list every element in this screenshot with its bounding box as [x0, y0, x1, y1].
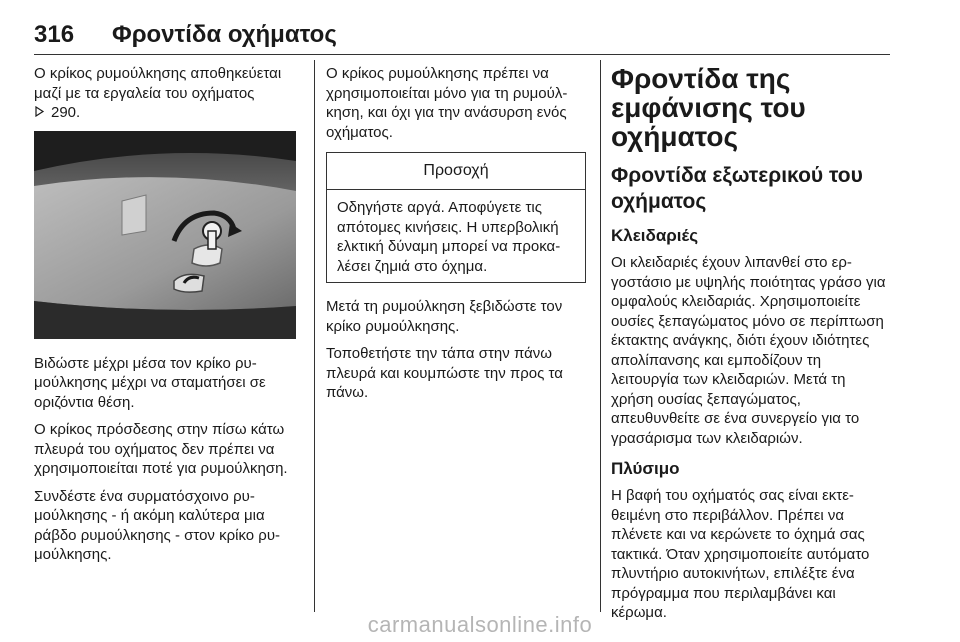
towing-eye-illustration: [34, 131, 296, 339]
unscrew-paragraph: Μετά τη ρυμούλκηση ξεβιδώστε τον κρίκο ρυμούλκησης.: [326, 298, 563, 335]
cap-paragraph: Τοποθετήστε την τάπα στην πάνω πλευρά και κουμπώστε την προς τα πάνω.: [326, 345, 563, 401]
storage-paragraph: [34, 64, 300, 123]
column-divider-2: [600, 60, 601, 612]
page-reference[interactable]: [34, 103, 300, 123]
towing-eye-photo: [34, 131, 296, 339]
washing-heading: Πλύσιμο: [611, 459, 680, 478]
caution-text: Οδηγήστε αργά. Αποφύγετε τις απότομες κινήσεις. Η υπερβολική ελκτική δύναμη μπορεί να προκαλέσει ζημιά στο όχημα.: [337, 199, 561, 275]
subsection-heading: Φροντίδα εξωτερικού του οχήματος: [611, 164, 863, 213]
locks-paragraph: Οι κλειδαριές έχουν λιπανθεί στο εργοστάσιο με υψηλής ποιότητας γράσο για ομφαλούς κλειδαριάς. Χρησιμοποιείτε ουσίες ξεπαγώματος μόνο σε περίπτωση έκτακτης ανάγκης, διότι έχουν ιδιότητες απολίπανσης και εμποδίζουν τη λειτουργία των κλειδαριών. Μετά τη χρήση ουσίας ξεπαγώματος, απευθυνθείτε σε ένα συνεργείο για το γρασάρισμα των κλειδαριών.: [611, 254, 886, 447]
column-left: [34, 64, 300, 573]
page-reference-number: 290.: [51, 104, 81, 121]
page-number: 316: [34, 21, 75, 48]
watermark: carmanualsonline.info: [367, 612, 593, 637]
column-middle: [326, 64, 586, 411]
page-title: Φροντίδα οχήματος: [112, 21, 337, 48]
header-divider: [34, 54, 890, 55]
section-heading: Φροντίδα της εμφάνισης του οχήματος: [611, 63, 806, 152]
screw-in-paragraph: Βιδώστε μέχρι μέσα τον κρίκο ρυμούλκησης μέχρι να σταματήσει σε οριζόντια θέση.: [34, 354, 266, 411]
washing-paragraph: Η βαφή του οχήματός σας είναι εκτεθειμένη στο περιβάλλον. Πρέπει να πλένετε και να κερώνετε το όχημά σας τακτικά. Όταν χρησιμοποιείτε αυτόματο πλυντήριο αυτοκινήτων, επιλέξτε ένα πρόγραμμα που περιλαμβάνει και κέρωμα.: [611, 487, 870, 621]
locks-heading: Κλειδαριές: [611, 226, 699, 245]
page-reference-arrow-icon: [34, 103, 45, 123]
tow-rope-paragraph: Συνδέστε ένα συρματόσχοινο ρυμούλκησης - ή ακόμη καλύτερα μια ράβδο ρυμούλκησης - στον κρίκο ρυμούλκησης.: [34, 487, 281, 563]
caution-box: [326, 152, 586, 283]
column-divider-1: [314, 60, 315, 612]
page-header: [34, 21, 890, 51]
lashing-eye-warning-paragraph: Ο κρίκος πρόσδεσης στην πίσω κάτω πλευρά του οχήματος δεν πρέπει να χρησιμοποιείται ποτέ για ρυμούλκηση.: [34, 421, 288, 477]
column-right: [611, 64, 891, 631]
storage-text: Ο κρίκος ρυμούλκησης αποθηκεύεται μαζί με τα εργαλεία του οχήματος: [34, 65, 282, 102]
caution-body: [327, 190, 585, 282]
caution-title: Προσοχή: [327, 153, 585, 190]
usage-paragraph: Ο κρίκος ρυμούλκησης πρέπει να χρησιμοποιείται μόνο για τη ρυμούλκηση, και όχι για την ανάσυρση ενός οχήματος.: [326, 65, 568, 141]
